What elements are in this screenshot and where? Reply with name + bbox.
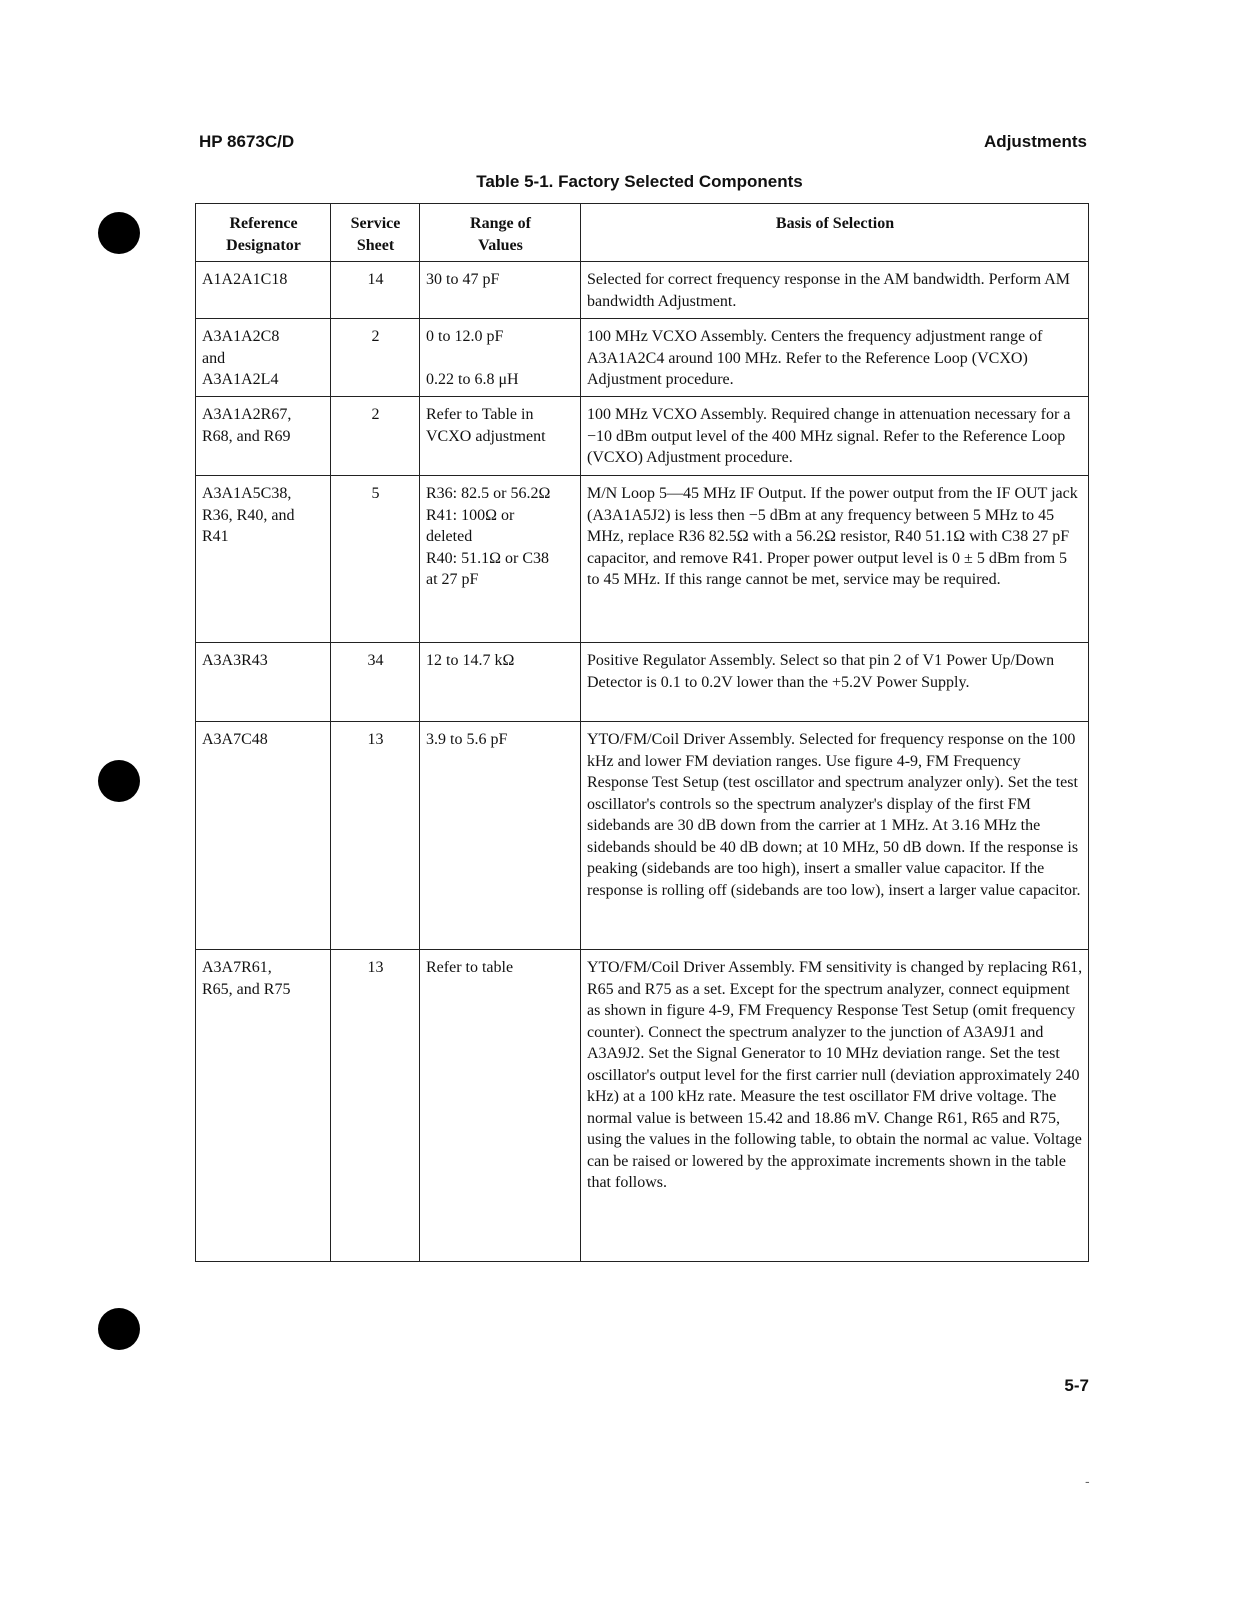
cell-basis: M/N Loop 5—45 MHz IF Output. If the power output from the IF OUT jack (A3A1A5J2) is less then −5 dBm at any frequency between 5 MHz to 45 MHz, replace R36 82.5Ω with a 56.2Ω resistor, R40 51.1Ω with C38 27 pF capacitor, and remove R41. Proper power output level is 0 ± 5 dBm from 5 to 45 MHz. If this range cannot be met, service may be required. [581, 476, 1089, 643]
cell-range: Refer to table [420, 950, 581, 1262]
table-row [196, 722, 1089, 950]
column-header-service-sheet: Service Sheet [331, 204, 420, 262]
table-row [196, 397, 1089, 476]
cell-designator: A3A1A5C38, R36, R40, and R41 [196, 476, 331, 643]
table-header-row [196, 204, 1089, 262]
binder-hole-bottom [98, 1308, 140, 1350]
cell-service-sheet: 2 [331, 319, 420, 397]
cell-designator: A3A1A2C8 and A3A1A2L4 [196, 319, 331, 397]
cell-range: Refer to Table in VCXO adjustment [420, 397, 581, 476]
factory-selected-components-table [195, 203, 1089, 1262]
cell-service-sheet: 13 [331, 950, 420, 1262]
cell-range: 30 to 47 pF [420, 262, 581, 319]
cell-service-sheet: 5 [331, 476, 420, 643]
cell-designator: A3A1A2R67, R68, and R69 [196, 397, 331, 476]
cell-service-sheet: 14 [331, 262, 420, 319]
cell-service-sheet: 34 [331, 643, 420, 722]
table-row [196, 476, 1089, 643]
header-section: Adjustments [984, 132, 1087, 151]
cell-range: R36: 82.5 or 56.2Ω R41: 100Ω or deleted R40: 51.1Ω or C38 at 27 pF [420, 476, 581, 643]
table-row [196, 319, 1089, 397]
table-row [196, 262, 1089, 319]
binder-hole-top [98, 212, 140, 254]
table-row [196, 643, 1089, 722]
column-header-basis-of-selection: Basis of Selection [581, 204, 1089, 262]
column-header-range-of-values: Range of Values [420, 204, 581, 262]
cell-basis: YTO/FM/Coil Driver Assembly. Selected for frequency response on the 100 kHz and lower FM deviation ranges. Use figure 4-9, FM Frequency Response Test Setup (test oscillator and spectrum analyzer only). Set the test oscillator's controls so the spectrum analyzer's display of the first FM sidebands are 30 dB down from the carrier at 1 MHz. At 3.16 MHz the sidebands should be 40 dB down; at 10 MHz, 50 dB down. If the response is peaking (sidebands are too high), insert a smaller value capacitor. If the response is rolling off (sidebands are too low), insert a larger value capacitor. [581, 722, 1089, 950]
binder-hole-middle [98, 760, 140, 802]
cell-basis: 100 MHz VCXO Assembly. Required change in attenuation necessary for a −10 dBm output level of the 400 MHz signal. Refer to the Reference Loop (VCXO) Adjustment procedure. [581, 397, 1089, 476]
cell-designator: A3A7R61, R65, and R75 [196, 950, 331, 1262]
cell-basis: Selected for correct frequency response in the AM bandwidth. Perform AM bandwidth Adjustment. [581, 262, 1089, 319]
cell-range: 3.9 to 5.6 pF [420, 722, 581, 950]
table-caption: Table 5-1. Factory Selected Components [476, 172, 803, 191]
cell-designator: A3A3R43 [196, 643, 331, 722]
cell-service-sheet: 13 [331, 722, 420, 950]
cell-designator: A3A7C48 [196, 722, 331, 950]
footer-mark: - [1085, 1473, 1090, 1489]
table-row [196, 950, 1089, 1262]
page-number: 5-7 [1064, 1376, 1089, 1395]
cell-range: 12 to 14.7 kΩ [420, 643, 581, 722]
cell-basis: Positive Regulator Assembly. Select so that pin 2 of V1 Power Up/Down Detector is 0.1 to 0.2V lower than the +5.2V Power Supply. [581, 643, 1089, 722]
column-header-reference-designator: Reference Designator [196, 204, 331, 262]
cell-service-sheet: 2 [331, 397, 420, 476]
cell-basis: 100 MHz VCXO Assembly. Centers the frequency adjustment range of A3A1A2C4 around 100 MHz. Refer to the Reference Loop (VCXO) Adjustment procedure. [581, 319, 1089, 397]
cell-designator: A1A2A1C18 [196, 262, 331, 319]
cell-basis: YTO/FM/Coil Driver Assembly. FM sensitivity is changed by replacing R61, R65 and R75 as a set. Except for the spectrum analyzer, connect equipment as shown in figure 4-9, FM Frequency Response Test Setup (omit frequency counter). Connect the spectrum analyzer to the junction of A3A9J1 and A3A9J2. Set the Signal Generator to 10 MHz deviation range. Set the test oscillator's output level for the first carrier null (deviation approximately 240 kHz) at a 100 kHz rate. Measure the test oscillator FM drive voltage. The normal value is between 15.42 and 18.86 mV. Change R61, R65 and R75, using the values in the following table, to obtain the normal ac value. Voltage can be raised or lowered by the approximate increments shown in the table that follows. [581, 950, 1089, 1262]
header-model: HP 8673C/D [199, 132, 295, 151]
cell-range: 0 to 12.0 pF 0.22 to 6.8 μH [420, 319, 581, 397]
